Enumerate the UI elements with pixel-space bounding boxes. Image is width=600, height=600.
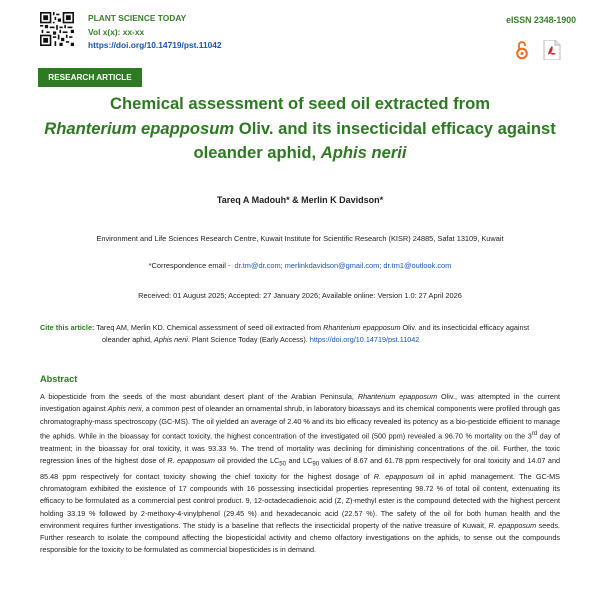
- citation-aphid: Aphis nerii: [154, 335, 188, 344]
- abstract-text: oil in aphid management. The GC-MS chromatogram exhibited the existence of 17 compounds with 16 possessing insecticidal properties representing 98.72 % of total oil content, extenuating its efficacy to be formulated as a commercial pest control product. 9, 12-octadecadienoic acid (Z, Z)-methyl ester is the compound detected with the highest percent holding 33.19 % followed by 2-methoxy-4-vinylphenol (29.45 %) and hexadecanoic acid (22.57 %). The safety of the oil for both human health and the environment requires further investigations. The study is a baseline that reflects the insecticidal property of the native treasure of Kuwait,: [40, 471, 560, 530]
- abstract-subscript: 50: [279, 461, 287, 468]
- article-dates: Received: 01 August 2025; Accepted: 27 January 2026; Available online: Version 1.0: 27 April 2026: [138, 291, 462, 300]
- pdf-icon[interactable]: [543, 40, 561, 60]
- header-doi-link[interactable]: https://doi.org/10.14719/pst.11042: [88, 40, 222, 50]
- title-aphid: Aphis nerii: [320, 143, 407, 162]
- journal-volume: Vol x(x): xx-xx: [88, 26, 145, 37]
- abstract-species: R. epapposum: [488, 520, 537, 530]
- abstract-text: seeds. Further research to isolate the compound affecting the biopesticidal activity and chemo olfactory investigations on the aphids, to sense out the compounds responsible for the toxicity to be formulated as commercial biopesticides is in demand.: [40, 520, 561, 555]
- abstract-text: and LC: [286, 455, 313, 465]
- journal-meta: [88, 12, 222, 53]
- abstract-subscript: 90: [312, 461, 320, 468]
- title-line-1: Chemical assessment of seed oil extracted from: [110, 94, 490, 113]
- abstract-species: R. epapposum: [167, 455, 215, 465]
- abstract-text: values of 8.67 and 61.78 ppm respectively for oral toxicity and 14.07 and 85.48 ppm respectively for contact toxicity showing the chief toxicity for the highest dosage of: [40, 455, 561, 481]
- correspondence-label: *Correspondence email -: [148, 261, 231, 270]
- abstract-aphid: Aphis nerii: [107, 404, 142, 414]
- abstract-body: [40, 391, 560, 557]
- abstract-species: Rhanterium epapposum: [357, 392, 438, 401]
- abstract-text: oil provided the LC: [214, 455, 280, 465]
- article-type-banner: RESEARCH ARTICLE: [38, 68, 142, 87]
- abstract-heading: Abstract: [40, 374, 78, 384]
- abstract-text: day of treatment; in the bioassay for oral toxicity, it was 93.33 %. The trend of mortality was declining for diminishing concentrations of the oil. Further, the toxic regression lines of the highest dose of: [40, 431, 560, 465]
- abstract-species: R. epapposum: [373, 471, 424, 481]
- citation-line2-prefix: oleander aphid,: [102, 335, 154, 344]
- citation-label: Cite this article:: [40, 323, 95, 332]
- citation-after-species: Oliv. and its insecticidal efficacy against: [400, 323, 530, 332]
- open-access-icon[interactable]: [516, 40, 528, 60]
- title-line-3: oleander aphid,: [193, 143, 321, 162]
- abstract-text: A biopesticide from the seeds of the most abundant desert plant of the Arabian Peninsula,: [40, 392, 358, 401]
- citation-line2-rest: . Plant Science Today (Early Access).: [187, 335, 310, 344]
- eissn: eISSN 2348-1900: [506, 15, 576, 25]
- abstract-superscript: rd: [531, 430, 538, 437]
- qr-code-icon: [40, 12, 74, 46]
- affiliation: Environment and Life Sciences Research Centre, Kuwait Institute for Scientific Research (KISR) 24885, Safat 13109, Kuwait: [96, 234, 504, 243]
- citation-authors: Tareq AM, Merlin KD. Chemical assessment of seed oil extracted from: [94, 323, 324, 332]
- citation-doi-link[interactable]: https://doi.org/10.14719/pst.11042: [309, 335, 420, 344]
- article-title: [30, 92, 570, 166]
- abstract-text: , a common pest of oleander an ornamental shrub, in laboratory bioassays and its chemical components were profiled through gas chromatography-mass spectroscopy (GC-MS). The oil yielded an average of 2.40 % and its bio efficacy revealed its potency as a bio-pesticide efficient to manage the aphids. While in the bioassay for contact toxicity, the highest concentration of the investigated oil (500 ppm) revealed a 96.70 % mortality on the 3: [40, 404, 560, 441]
- citation: [40, 322, 560, 346]
- journal-name: PLANT SCIENCE TODAY: [88, 13, 187, 23]
- title-line-2: Oliv. and its insecticidal efficacy against: [234, 118, 556, 138]
- abstract-text: Oliv., was attempted in the current investigation against: [40, 392, 560, 414]
- title-species: Rhanterium epapposum: [44, 118, 235, 138]
- authors: Tareq A Madouh* & Merlin K Davidson*: [216, 195, 384, 205]
- correspondence-emails[interactable]: dr.tm@dr.com; merlinkdavidson@gmail.com; dr.tm1@outlook.com: [234, 261, 452, 270]
- citation-species: Rhanterium epapposum: [323, 323, 401, 332]
- correspondence: [0, 261, 600, 270]
